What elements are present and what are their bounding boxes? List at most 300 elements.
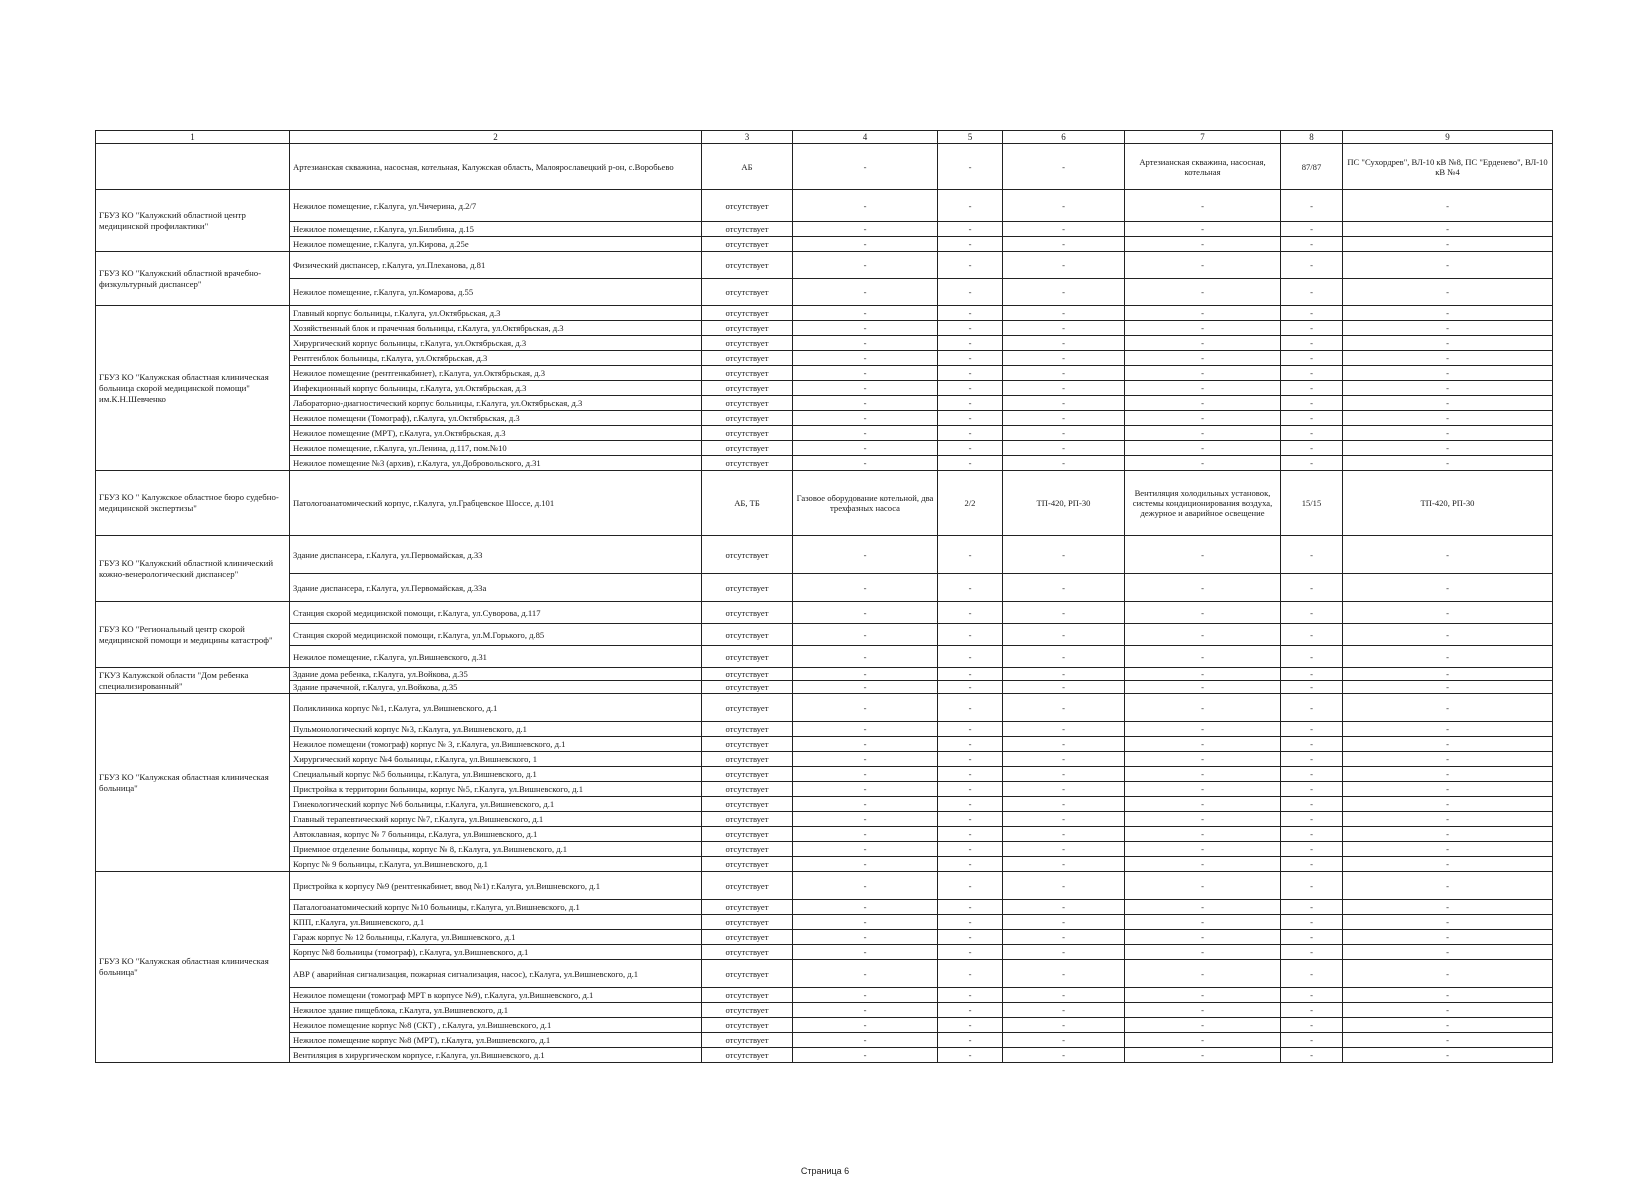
ratio-cell: - xyxy=(1281,767,1343,782)
load-cell: - xyxy=(1125,366,1281,381)
object-address-cell: Нежилое помещение, г.Калуга, ул.Билибина, д.15 xyxy=(290,222,702,237)
equipment-cell: - xyxy=(793,252,938,279)
ratio-cell: - xyxy=(1281,668,1343,681)
source-cell: - xyxy=(1003,782,1125,797)
substation-cell: - xyxy=(1343,722,1553,737)
load-cell: - xyxy=(1125,945,1281,960)
ratio-cell: - xyxy=(1281,945,1343,960)
equipment-cell: - xyxy=(793,945,938,960)
ratio-cell: - xyxy=(1281,752,1343,767)
equipment-cell: - xyxy=(793,190,938,222)
count-cell: - xyxy=(938,441,1003,456)
source-cell: - xyxy=(1003,668,1125,681)
source-cell: - xyxy=(1003,752,1125,767)
source-cell: - xyxy=(1003,945,1125,960)
backup-type-cell: отсутствует xyxy=(702,279,793,306)
equipment-cell: - xyxy=(793,144,938,190)
substation-cell: - xyxy=(1343,381,1553,396)
object-address-cell: Пристройка к территории больницы, корпус №5, г.Калуга, ул.Вишневского, д.1 xyxy=(290,782,702,797)
equipment-cell: - xyxy=(793,694,938,722)
organization-cell: ГБУЗ КО " Калужское областное бюро судебно- медицинской экспертизы" xyxy=(96,471,290,536)
backup-type-cell: отсутствует xyxy=(702,222,793,237)
load-cell: - xyxy=(1125,1033,1281,1048)
count-cell: - xyxy=(938,426,1003,441)
object-address-cell: Инфекционный корпус больницы, г.Калуга, ул.Октябрьская, д.3 xyxy=(290,381,702,396)
object-address-cell: Нежилое помещение корпус №8 (МРТ), г.Калуга, ул.Вишневского, д.1 xyxy=(290,1033,702,1048)
document-sheet xyxy=(95,130,1552,1063)
equipment-cell: - xyxy=(793,857,938,872)
object-address-cell: Лабораторно-диагностический корпус больницы, г.Калуга, ул.Октябрьская, д.3 xyxy=(290,396,702,411)
source-cell: - xyxy=(1003,624,1125,646)
equipment-cell: - xyxy=(793,1018,938,1033)
backup-type-cell: отсутствует xyxy=(702,694,793,722)
organization-cell: ГКУЗ Калужской области "Дом ребенка специализированный" xyxy=(96,668,290,694)
backup-type-cell: отсутствует xyxy=(702,812,793,827)
column-header-8: 8 xyxy=(1281,131,1343,144)
equipment-cell: - xyxy=(793,306,938,321)
substation-cell: - xyxy=(1343,396,1553,411)
count-cell: - xyxy=(938,797,1003,812)
equipment-cell: Газовое оборудование котельной, два трехфазных насоса xyxy=(793,471,938,536)
count-cell: - xyxy=(938,396,1003,411)
count-cell: - xyxy=(938,872,1003,900)
equipment-cell: - xyxy=(793,396,938,411)
substation-cell: - xyxy=(1343,426,1553,441)
ratio-cell: - xyxy=(1281,321,1343,336)
equipment-cell: - xyxy=(793,351,938,366)
backup-type-cell: отсутствует xyxy=(702,737,793,752)
backup-type-cell: отсутствует xyxy=(702,900,793,915)
equipment-cell: - xyxy=(793,722,938,737)
backup-type-cell: отсутствует xyxy=(702,646,793,668)
backup-type-cell: отсутствует xyxy=(702,456,793,471)
count-cell: - xyxy=(938,722,1003,737)
source-cell: - xyxy=(1003,602,1125,624)
ratio-cell: - xyxy=(1281,426,1343,441)
count-cell: - xyxy=(938,737,1003,752)
count-cell: - xyxy=(938,827,1003,842)
source-cell: - xyxy=(1003,190,1125,222)
load-cell: - xyxy=(1125,857,1281,872)
count-cell: - xyxy=(938,411,1003,426)
source-cell: - xyxy=(1003,960,1125,988)
substation-cell: - xyxy=(1343,306,1553,321)
source-cell: - xyxy=(1003,237,1125,252)
object-address-cell: Здание дома ребенка, г.Калуга, ул.Войкова, д.35 xyxy=(290,668,702,681)
ratio-cell: - xyxy=(1281,411,1343,426)
substation-cell: - xyxy=(1343,827,1553,842)
source-cell: - xyxy=(1003,574,1125,602)
load-cell: - xyxy=(1125,1003,1281,1018)
load-cell: - xyxy=(1125,336,1281,351)
load-cell: - xyxy=(1125,536,1281,574)
substation-cell: - xyxy=(1343,602,1553,624)
count-cell: - xyxy=(938,321,1003,336)
substation-cell: - xyxy=(1343,767,1553,782)
substation-cell: - xyxy=(1343,797,1553,812)
load-cell: - xyxy=(1125,441,1281,456)
object-address-cell: Нежилое помещение, г.Калуга, ул.Вишневского, д.31 xyxy=(290,646,702,668)
substation-cell: - xyxy=(1343,366,1553,381)
backup-type-cell: АБ, ТБ xyxy=(702,471,793,536)
count-cell: - xyxy=(938,624,1003,646)
substation-cell: - xyxy=(1343,351,1553,366)
ratio-cell: - xyxy=(1281,960,1343,988)
object-address-cell: Нежилое помещение (рентгенкабинет), г.Калуга, ул.Октябрьская, д.3 xyxy=(290,366,702,381)
backup-type-cell: отсутствует xyxy=(702,752,793,767)
load-cell: - xyxy=(1125,396,1281,411)
backup-type-cell: отсутствует xyxy=(702,351,793,366)
table-row xyxy=(96,321,1553,336)
ratio-cell: - xyxy=(1281,336,1343,351)
ratio-cell: - xyxy=(1281,381,1343,396)
source-cell: - xyxy=(1003,441,1125,456)
source-cell: - xyxy=(1003,900,1125,915)
equipment-cell: - xyxy=(793,602,938,624)
source-cell: - xyxy=(1003,694,1125,722)
object-address-cell: АВР ( аварийная сигнализация, пожарная сигнализация, насос), г.Калуга, ул.Вишневского, д.1 xyxy=(290,960,702,988)
count-cell: - xyxy=(938,782,1003,797)
table-row xyxy=(96,144,1553,190)
count-cell: - xyxy=(938,574,1003,602)
load-cell: Вентиляция холодильных установок, системы кондиционирования воздуха, дежурное и аварийное освещение xyxy=(1125,471,1281,536)
equipment-cell: - xyxy=(793,812,938,827)
source-cell: - xyxy=(1003,812,1125,827)
backup-type-cell: отсутствует xyxy=(702,915,793,930)
table-row xyxy=(96,722,1553,737)
backup-type-cell: отсутствует xyxy=(702,767,793,782)
table-row xyxy=(96,1048,1553,1063)
source-cell: - xyxy=(1003,988,1125,1003)
source-cell: - xyxy=(1003,842,1125,857)
ratio-cell: - xyxy=(1281,1003,1343,1018)
equipment-cell: - xyxy=(793,681,938,694)
table-row xyxy=(96,668,1553,681)
ratio-cell: - xyxy=(1281,536,1343,574)
organization-cell: ГБУЗ КО "Калужский областной клинический кожно-венерологический диспансер" xyxy=(96,536,290,602)
table-row xyxy=(96,411,1553,426)
backup-type-cell: отсутствует xyxy=(702,306,793,321)
equipment-cell: - xyxy=(793,1048,938,1063)
load-cell: - xyxy=(1125,722,1281,737)
ratio-cell: - xyxy=(1281,190,1343,222)
column-number-row xyxy=(96,131,1553,144)
count-cell: - xyxy=(938,190,1003,222)
load-cell: - xyxy=(1125,1018,1281,1033)
load-cell: - xyxy=(1125,797,1281,812)
load-cell: Артезианская скважина, насосная, котельная xyxy=(1125,144,1281,190)
equipment-cell: - xyxy=(793,456,938,471)
table-row xyxy=(96,681,1553,694)
equipment-cell: - xyxy=(793,900,938,915)
count-cell: - xyxy=(938,279,1003,306)
ratio-cell: - xyxy=(1281,722,1343,737)
substation-cell: - xyxy=(1343,681,1553,694)
object-address-cell: Нежилое помещени (томограф МРТ в корпусе №9), г.Калуга, ул.Вишневского, д.1 xyxy=(290,988,702,1003)
equipment-cell: - xyxy=(793,1003,938,1018)
table-row xyxy=(96,536,1553,574)
table-row xyxy=(96,351,1553,366)
source-cell: - xyxy=(1003,381,1125,396)
object-address-cell: Пристройка к корпусу №9 (рентгенкабинет, ввод №1) г.Калуга, ул.Вишневского, д.1 xyxy=(290,872,702,900)
table-row xyxy=(96,872,1553,900)
load-cell: - xyxy=(1125,306,1281,321)
load-cell: - xyxy=(1125,930,1281,945)
source-cell: - xyxy=(1003,1003,1125,1018)
source-cell: - xyxy=(1003,722,1125,737)
object-address-cell: Вентиляция в хирургическом корпусе, г.Калуга, ул.Вишневского, д.1 xyxy=(290,1048,702,1063)
load-cell: - xyxy=(1125,381,1281,396)
load-cell: - xyxy=(1125,737,1281,752)
substation-cell: - xyxy=(1343,872,1553,900)
organization-cell xyxy=(96,144,290,190)
object-address-cell: Станция скорой медицинской помощи, г.Калуга, ул.Суворова, д.117 xyxy=(290,602,702,624)
backup-type-cell: отсутствует xyxy=(702,681,793,694)
count-cell: - xyxy=(938,252,1003,279)
object-address-cell: Здание прачечной, г.Калуга, ул.Войкова, д.35 xyxy=(290,681,702,694)
backup-type-cell: АБ xyxy=(702,144,793,190)
backup-type-cell: отсутствует xyxy=(702,574,793,602)
equipment-cell: - xyxy=(793,646,938,668)
source-cell: - xyxy=(1003,797,1125,812)
count-cell: - xyxy=(938,842,1003,857)
ratio-cell: - xyxy=(1281,222,1343,237)
source-cell: - xyxy=(1003,321,1125,336)
ratio-cell: - xyxy=(1281,915,1343,930)
table-row xyxy=(96,1018,1553,1033)
backup-type-cell: отсутствует xyxy=(702,624,793,646)
column-header-3: 3 xyxy=(702,131,793,144)
ratio-cell: - xyxy=(1281,279,1343,306)
ratio-cell: 87/87 xyxy=(1281,144,1343,190)
load-cell: - xyxy=(1125,767,1281,782)
table-row xyxy=(96,737,1553,752)
substation-cell: - xyxy=(1343,737,1553,752)
equipment-cell: - xyxy=(793,930,938,945)
load-cell: - xyxy=(1125,812,1281,827)
table-row xyxy=(96,471,1553,536)
count-cell: - xyxy=(938,1048,1003,1063)
equipment-cell: - xyxy=(793,366,938,381)
equipment-cell: - xyxy=(793,668,938,681)
equipment-cell: - xyxy=(793,381,938,396)
table-body xyxy=(96,144,1553,1063)
column-header-4: 4 xyxy=(793,131,938,144)
substation-cell: - xyxy=(1343,321,1553,336)
table-row xyxy=(96,900,1553,915)
equipment-cell: - xyxy=(793,782,938,797)
backup-type-cell: отсутствует xyxy=(702,872,793,900)
organization-cell: ГБУЗ КО "Калужский областной центр медицинской профилактики" xyxy=(96,190,290,252)
table-row xyxy=(96,381,1553,396)
object-address-cell: Нежилое помещени (томограф) корпус № 3, г.Калуга, ул.Вишневского, д.1 xyxy=(290,737,702,752)
count-cell: - xyxy=(938,646,1003,668)
equipment-cell: - xyxy=(793,915,938,930)
count-cell: - xyxy=(938,144,1003,190)
count-cell: - xyxy=(938,1018,1003,1033)
object-address-cell: Главный корпус больницы, г.Калуга, ул.Октябрьская, д.3 xyxy=(290,306,702,321)
table-row xyxy=(96,366,1553,381)
object-address-cell: Специальный корпус №5 больницы, г.Калуга, ул.Вишневского, д.1 xyxy=(290,767,702,782)
count-cell: - xyxy=(938,900,1003,915)
backup-type-cell: отсутствует xyxy=(702,252,793,279)
table-row xyxy=(96,237,1553,252)
source-cell: - xyxy=(1003,252,1125,279)
ratio-cell: - xyxy=(1281,812,1343,827)
organization-cell: ГБУЗ КО "Региональный центр скорой медицинской помощи и медицины катастроф" xyxy=(96,602,290,668)
substation-cell: - xyxy=(1343,279,1553,306)
load-cell: - xyxy=(1125,915,1281,930)
count-cell: - xyxy=(938,930,1003,945)
object-address-cell: Поликлиника корпус №1, г.Калуга, ул.Вишневского, д.1 xyxy=(290,694,702,722)
count-cell: - xyxy=(938,306,1003,321)
load-cell: - xyxy=(1125,782,1281,797)
column-header-1: 1 xyxy=(96,131,290,144)
load-cell: - xyxy=(1125,574,1281,602)
object-address-cell: Корпус № 9 больницы, г.Калуга, ул.Вишневского, д.1 xyxy=(290,857,702,872)
count-cell: - xyxy=(938,222,1003,237)
table-row xyxy=(96,1033,1553,1048)
backup-type-cell: отсутствует xyxy=(702,426,793,441)
ratio-cell: - xyxy=(1281,237,1343,252)
load-cell: - xyxy=(1125,351,1281,366)
ratio-cell: - xyxy=(1281,1018,1343,1033)
backup-type-cell: отсутствует xyxy=(702,441,793,456)
table-row xyxy=(96,988,1553,1003)
count-cell: - xyxy=(938,812,1003,827)
source-cell: - xyxy=(1003,737,1125,752)
table-row xyxy=(96,396,1553,411)
object-address-cell: Патологоанатомический корпус, г.Калуга, ул.Грабцевское Шоссе, д.101 xyxy=(290,471,702,536)
substation-cell: - xyxy=(1343,336,1553,351)
equipment-cell: - xyxy=(793,737,938,752)
load-cell: - xyxy=(1125,602,1281,624)
substation-cell: - xyxy=(1343,988,1553,1003)
source-cell: - xyxy=(1003,306,1125,321)
substation-cell: - xyxy=(1343,1018,1553,1033)
source-cell: - xyxy=(1003,456,1125,471)
ratio-cell: - xyxy=(1281,624,1343,646)
ratio-cell: - xyxy=(1281,797,1343,812)
object-address-cell: Нежилое помещение №3 (архив), г.Калуга, ул.Добровольского, д.31 xyxy=(290,456,702,471)
equipment-cell: - xyxy=(793,574,938,602)
backup-type-cell: отсутствует xyxy=(702,1018,793,1033)
source-cell: - xyxy=(1003,915,1125,930)
substation-cell: - xyxy=(1343,915,1553,930)
substation-cell: - xyxy=(1343,411,1553,426)
count-cell: - xyxy=(938,681,1003,694)
equipment-cell: - xyxy=(793,411,938,426)
load-cell: - xyxy=(1125,646,1281,668)
ratio-cell: - xyxy=(1281,988,1343,1003)
load-cell: - xyxy=(1125,321,1281,336)
table-row xyxy=(96,336,1553,351)
count-cell: - xyxy=(938,381,1003,396)
ratio-cell: - xyxy=(1281,574,1343,602)
table-row xyxy=(96,190,1553,222)
ratio-cell: - xyxy=(1281,737,1343,752)
table-row xyxy=(96,694,1553,722)
object-address-cell: Гинекологический корпус №6 больницы, г.Калуга, ул.Вишневского, д.1 xyxy=(290,797,702,812)
count-cell: - xyxy=(938,1033,1003,1048)
ratio-cell: - xyxy=(1281,857,1343,872)
object-address-cell: Нежилое здание пищеблока, г.Калуга, ул.Вишневского, д.1 xyxy=(290,1003,702,1018)
column-header-6: 6 xyxy=(1003,131,1125,144)
organization-cell: ГБУЗ КО "Калужская областная клиническая больница" xyxy=(96,694,290,872)
load-cell: - xyxy=(1125,668,1281,681)
load-cell: - xyxy=(1125,1048,1281,1063)
object-address-cell: Пульмонологический корпус №3, г.Калуга, ул.Вишневского, д.1 xyxy=(290,722,702,737)
object-address-cell: Хирургический корпус №4 больницы, г.Калуга, ул.Вишневского, 1 xyxy=(290,752,702,767)
load-cell: - xyxy=(1125,681,1281,694)
organization-cell: ГБУЗ КО "Калужская областная клиническая больница" xyxy=(96,872,290,1063)
source-cell: - xyxy=(1003,767,1125,782)
backup-type-cell: отсутствует xyxy=(702,602,793,624)
source-cell: - xyxy=(1003,144,1125,190)
column-header-7: 7 xyxy=(1125,131,1281,144)
object-address-cell: Автоклавная, корпус № 7 больницы, г.Калуга, ул.Вишневского, д.1 xyxy=(290,827,702,842)
ratio-cell: - xyxy=(1281,366,1343,381)
substation-cell: - xyxy=(1343,574,1553,602)
count-cell: 2/2 xyxy=(938,471,1003,536)
substation-cell: - xyxy=(1343,900,1553,915)
count-cell: - xyxy=(938,945,1003,960)
count-cell: - xyxy=(938,366,1003,381)
source-cell: - xyxy=(1003,1018,1125,1033)
ratio-cell: - xyxy=(1281,872,1343,900)
load-cell: - xyxy=(1125,411,1281,426)
load-cell: - xyxy=(1125,900,1281,915)
source-cell: - xyxy=(1003,396,1125,411)
object-address-cell: Физический диспансер, г.Калуга, ул.Плеханова, д.81 xyxy=(290,252,702,279)
backup-type-cell: отсутствует xyxy=(702,930,793,945)
backup-type-cell: отсутствует xyxy=(702,827,793,842)
load-cell: - xyxy=(1125,426,1281,441)
source-cell: - xyxy=(1003,426,1125,441)
column-header-5: 5 xyxy=(938,131,1003,144)
count-cell: - xyxy=(938,1003,1003,1018)
load-cell: - xyxy=(1125,988,1281,1003)
load-cell: - xyxy=(1125,842,1281,857)
count-cell: - xyxy=(938,668,1003,681)
column-header-9: 9 xyxy=(1343,131,1553,144)
backup-type-cell: отсутствует xyxy=(702,1003,793,1018)
substation-cell: ПС "Сухордрев", ВЛ-10 кВ №8, ПС "Ерденево", ВЛ-10 кВ №4 xyxy=(1343,144,1553,190)
count-cell: - xyxy=(938,915,1003,930)
ratio-cell: - xyxy=(1281,842,1343,857)
object-address-cell: Корпус №8 больницы (томограф), г.Калуга, ул.Вишневского, д.1 xyxy=(290,945,702,960)
object-address-cell: Приемное отделение больницы, корпус № 8, г.Калуга, ул.Вишневского, д.1 xyxy=(290,842,702,857)
equipment-cell: - xyxy=(793,536,938,574)
substation-cell: - xyxy=(1343,190,1553,222)
table-row xyxy=(96,782,1553,797)
table-row xyxy=(96,960,1553,988)
object-address-cell: Нежилое помещение, г.Калуга, ул.Чичерина, д.2/7 xyxy=(290,190,702,222)
backup-type-cell: отсутствует xyxy=(702,842,793,857)
count-cell: - xyxy=(938,351,1003,366)
page-number: Страница 6 xyxy=(800,1166,850,1176)
organization-cell: ГБУЗ КО "Калужский областной врачебно-физкультурный диспансер" xyxy=(96,252,290,306)
count-cell: - xyxy=(938,857,1003,872)
source-cell: - xyxy=(1003,681,1125,694)
source-cell: - xyxy=(1003,930,1125,945)
source-cell: - xyxy=(1003,351,1125,366)
source-cell: - xyxy=(1003,411,1125,426)
load-cell: - xyxy=(1125,694,1281,722)
organization-cell: ГБУЗ КО "Калужская областная клиническая больница скорой медицинской помощи" им.К.Н.Шевченко xyxy=(96,306,290,471)
object-address-cell: Хирургический корпус больницы, г.Калуга, ул.Октябрьская, д.3 xyxy=(290,336,702,351)
substation-cell: - xyxy=(1343,812,1553,827)
